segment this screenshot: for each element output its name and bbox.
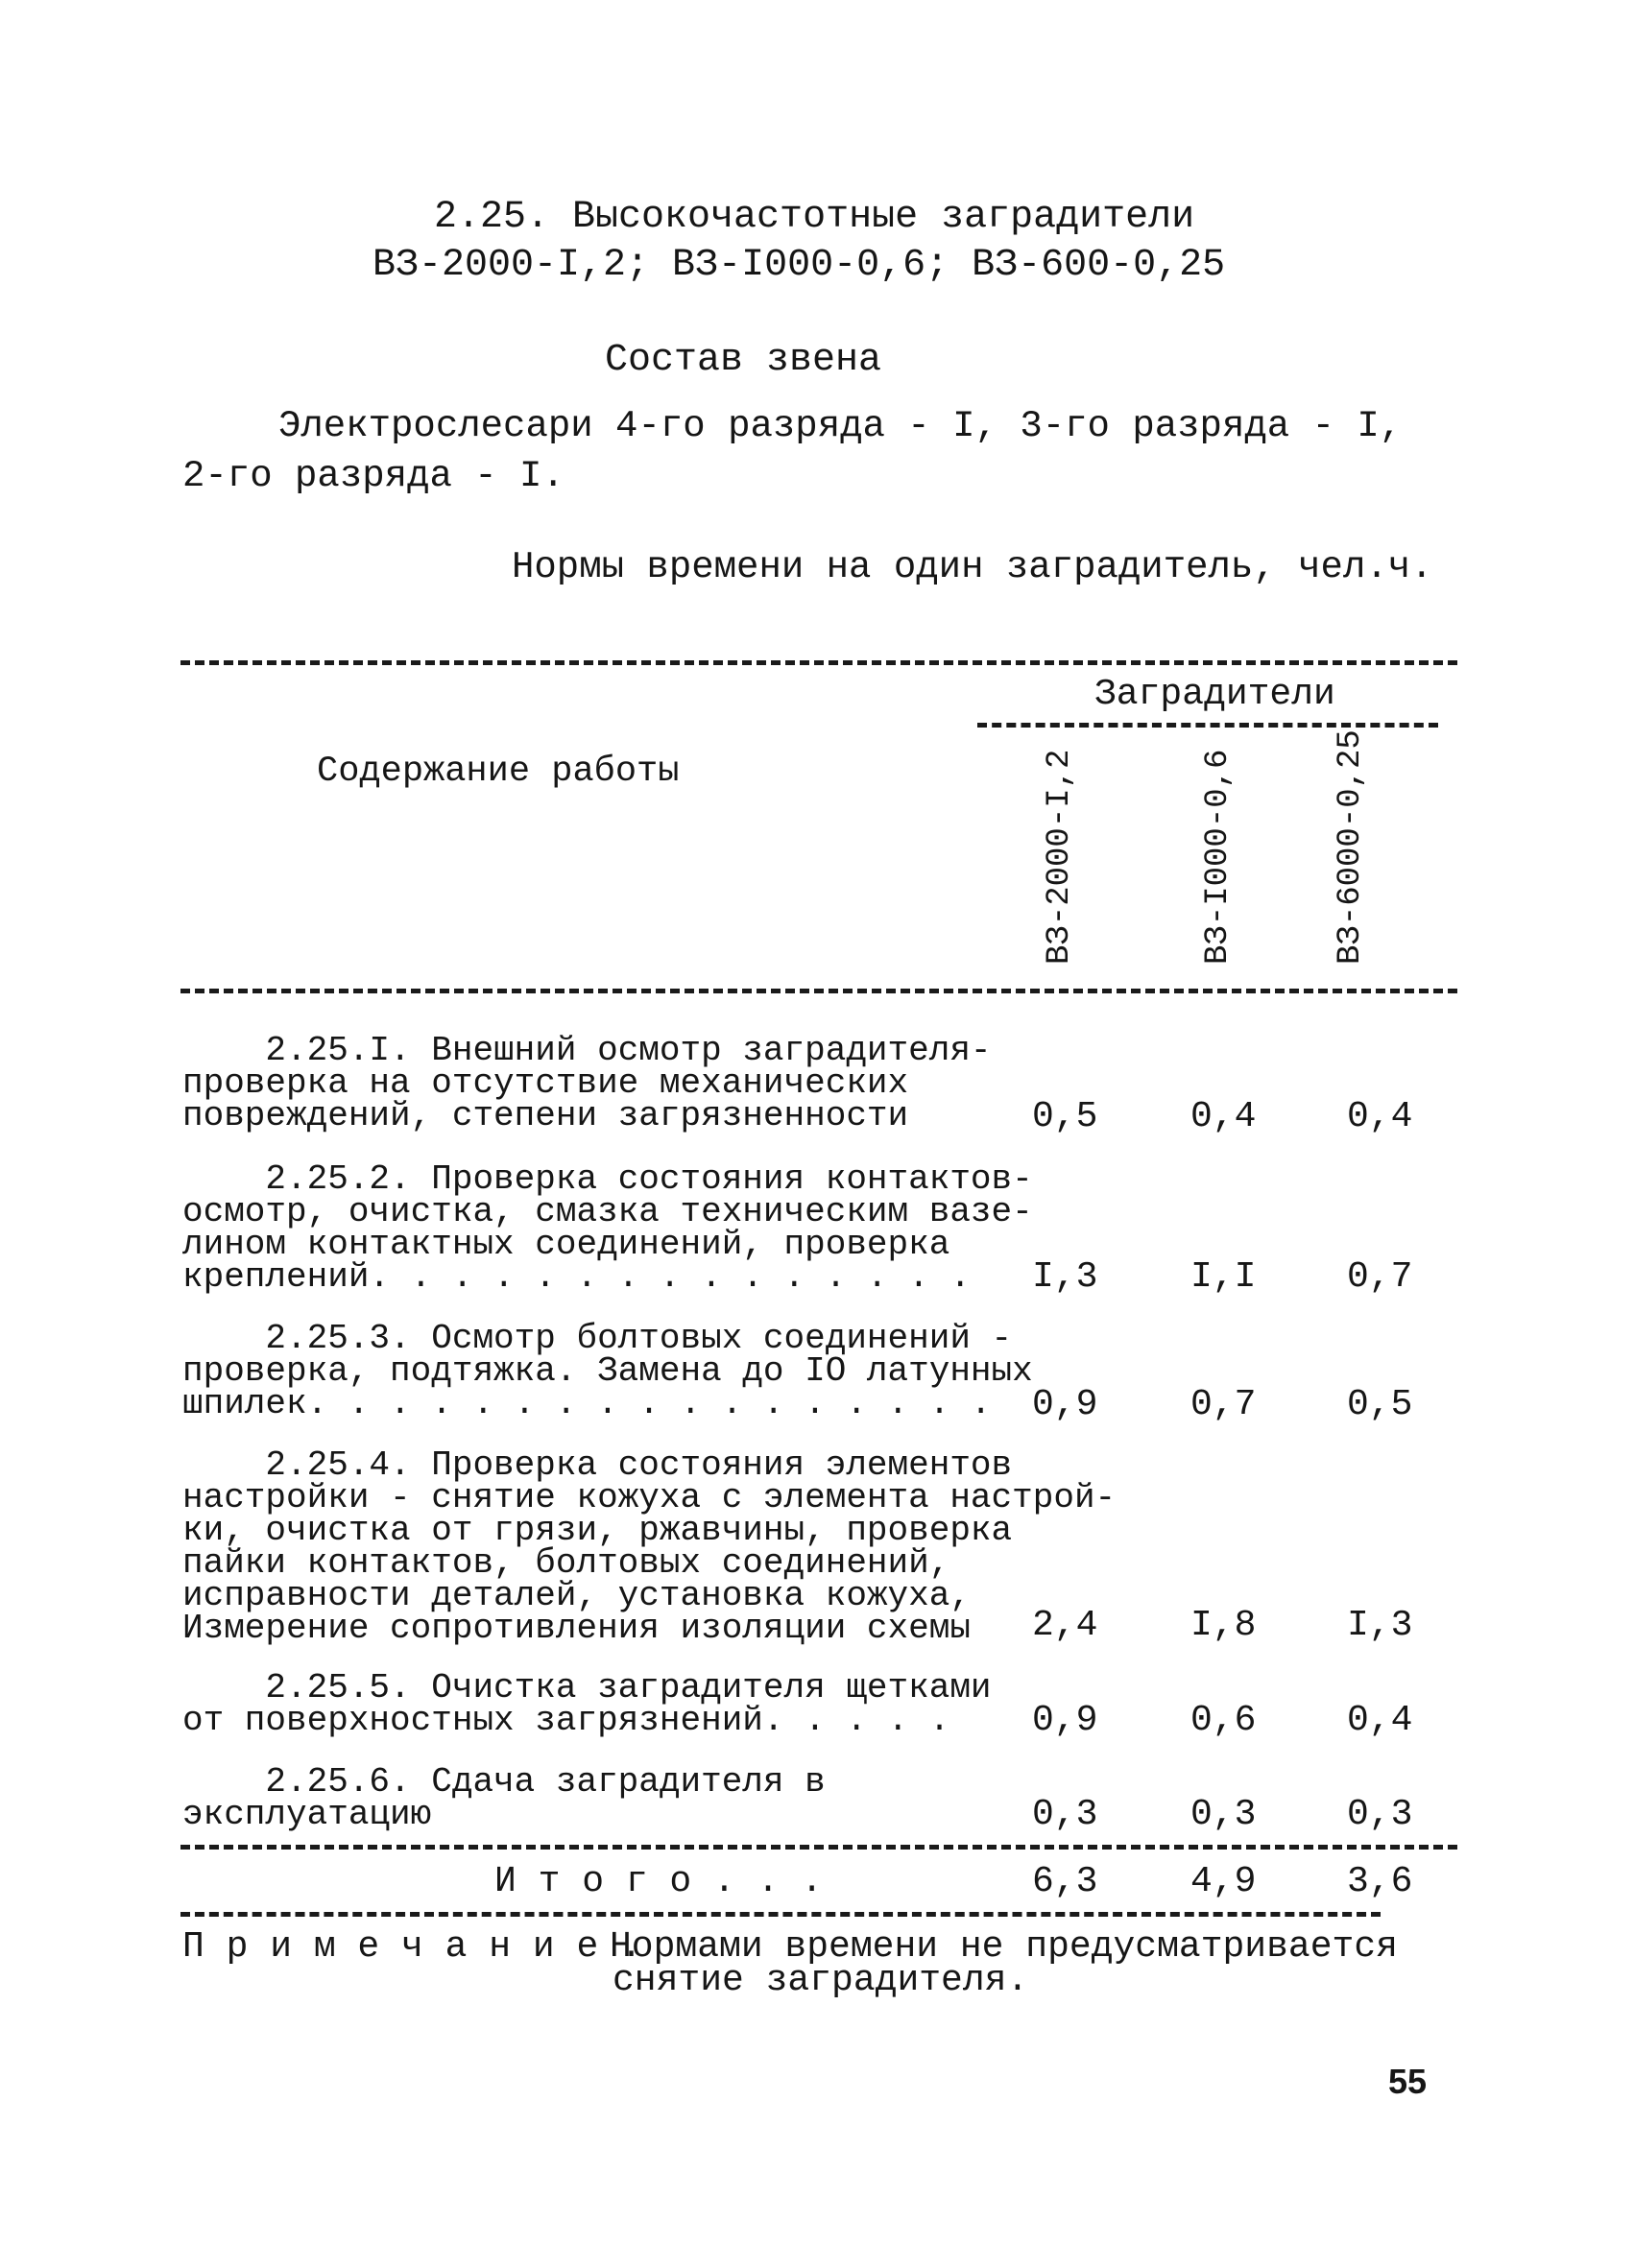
group-header: Заградители [1094,674,1335,715]
total-value: 3,6 [1347,1861,1413,1902]
row-text-line: проверка на отсутствие механических [182,1063,909,1103]
column-header-vz-2000: ВЗ-2000-I,2 [1042,749,1078,965]
value-cell: 0,9 [1032,1384,1098,1425]
note-text-2: снятие заградителя. [613,1960,1029,2001]
row-text-line: 2.25.6. Сдача заградителя в [182,1762,826,1802]
total-value: 6,3 [1032,1861,1098,1902]
total-label: И т о г о . . . [494,1861,824,1902]
row-text-line: 2.25.5. Очистка заградителя щетками [182,1668,992,1707]
row-text-line: креплений. . . . . . . . . . . . . . . [182,1257,971,1297]
value-cell: 0,4 [1190,1096,1257,1137]
row-text-line: лином контактных соединений, проверка [182,1225,950,1264]
value-cell: 0,3 [1190,1794,1257,1835]
row-text-line: 2.25.4. Проверка состояния элементов [182,1445,1013,1485]
value-cell: 2,4 [1032,1605,1098,1646]
value-cell: 0,9 [1032,1700,1098,1741]
crew-line-1: Электрослесари 4-го разряда - I, 3-го разряда - I, [278,405,1403,447]
value-cell: 0,5 [1347,1384,1413,1425]
row-text-line: настройки - снятие кожуха с элемента настрой- [182,1478,1117,1517]
value-cell: I,8 [1190,1605,1257,1646]
value-cell: 0,4 [1347,1096,1413,1137]
value-cell: 0,5 [1032,1096,1098,1137]
value-cell: 0,4 [1347,1700,1413,1741]
row-text-line: 2.25.2. Проверка состояния контактов- [182,1159,1033,1199]
row-text-line: ки, очистка от грязи, ржавчины, проверка [182,1511,1013,1550]
row-text-line: от поверхностных загрязнений. . . . . [182,1701,950,1740]
section-subtitle: ВЗ-2000-I,2; ВЗ-I000-0,6; ВЗ-600-0,25 [372,244,1226,287]
group-header-rule [977,723,1438,728]
row-text-line: исправности деталей, установка кожуха, [182,1576,971,1615]
note-label: П р и м е ч а н и е . [182,1926,642,1968]
row-text-line: 2.25.I. Внешний осмотр заградителя- [182,1031,992,1070]
row-text-line: пайки контактов, болтовых соединений, [182,1543,950,1583]
row-text-line: повреждений, степени загрязненности [182,1096,909,1135]
norms-caption: Нормы времени на один заградитель, чел.ч. [512,546,1433,588]
column-header-vz-1000: ВЗ-I000-0,6 [1200,749,1237,965]
value-cell: 0,6 [1190,1700,1257,1741]
total-value: 4,9 [1190,1861,1257,1902]
value-cell: I,I [1190,1256,1257,1298]
value-cell: I,3 [1032,1256,1098,1298]
value-cell: 0,7 [1347,1256,1413,1298]
page-number: 55 [1388,2062,1428,2101]
total-top-rule [180,1845,1457,1850]
row-text-line: проверка, подтяжка. Замена до IO латунных [182,1351,1033,1391]
row-text-line: Измерение сопротивления изоляции схемы [182,1609,971,1648]
work-content-header: Содержание работы [317,752,680,792]
note-text-1: Нормами времени не предусматривается [610,1926,1398,1968]
column-header-vz-6000: ВЗ-6000-0,25 [1333,729,1369,965]
table-top-rule [180,660,1457,665]
header-bottom-rule [180,989,1457,993]
crew-line-2: 2-го разряда - I. [182,455,565,497]
row-text-line: шпилек. . . . . . . . . . . . . . . . . [182,1384,992,1423]
value-cell: 0,3 [1347,1794,1413,1835]
value-cell: 0,3 [1032,1794,1098,1835]
row-text-line: эксплуатацию [182,1795,432,1834]
crew-title: Состав звена [605,339,882,382]
row-text-line: осмотр, очистка, смазка техническим вазе- [182,1192,1033,1231]
value-cell: I,3 [1347,1605,1413,1646]
value-cell: 0,7 [1190,1384,1257,1425]
total-bottom-rule [180,1912,1381,1917]
section-title: 2.25. Высокочастотные заградители [434,196,1195,239]
row-text-line: 2.25.3. Осмотр болтовых соединений - [182,1319,1013,1358]
